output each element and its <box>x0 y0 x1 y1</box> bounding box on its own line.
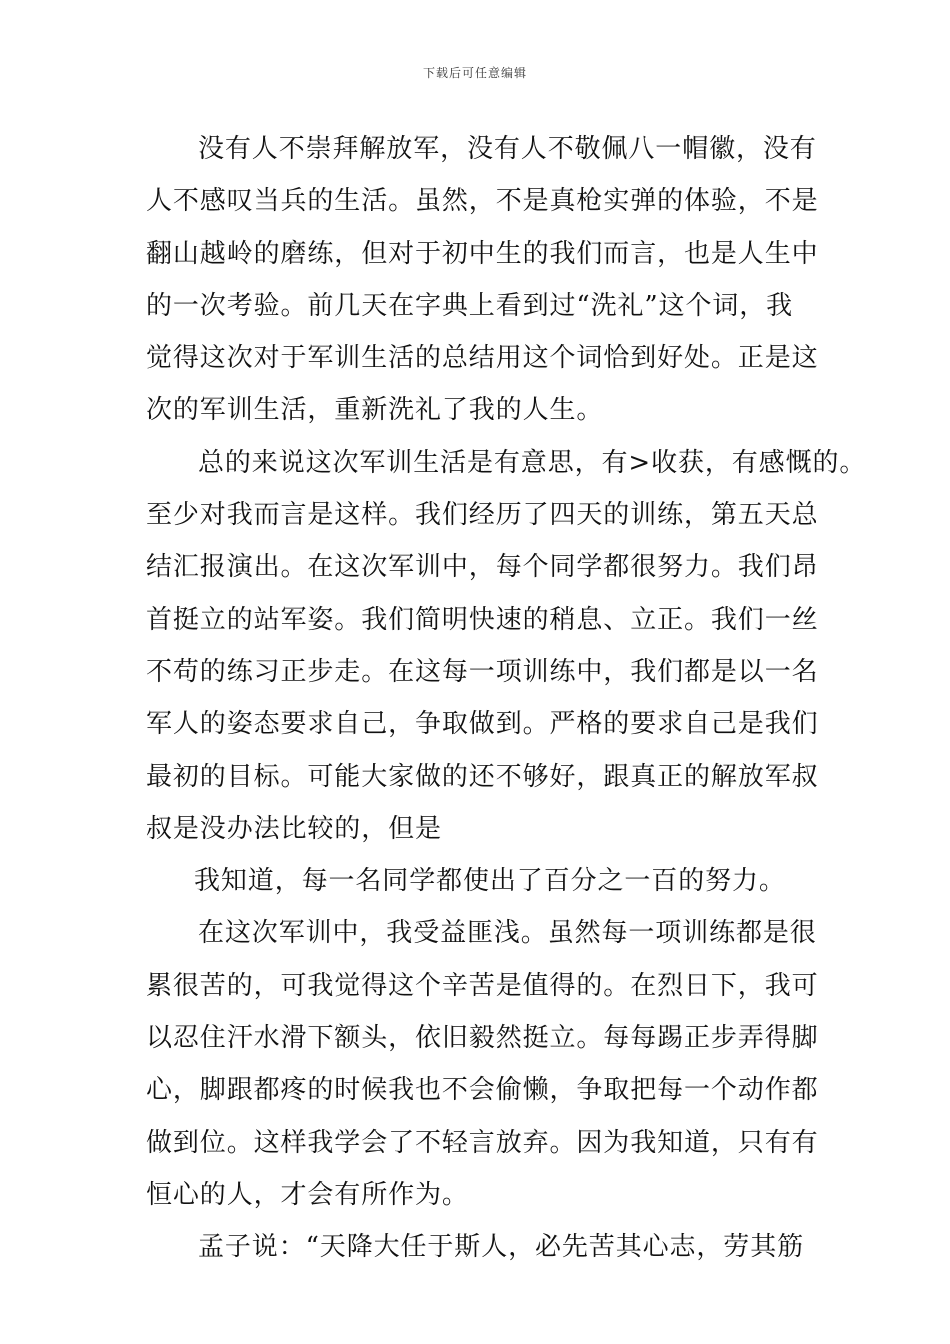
text-line: 翻山越岭的磨练，但对于初中生的我们而言，也是人生中 <box>146 238 819 269</box>
text-line: 以忍住汗水滑下额头，依旧毅然挺立。每每踢正步弄得脚 <box>146 1023 819 1054</box>
text-line: 人不感叹当兵的生活。虽然，不是真枪实弹的体验，不是 <box>146 186 819 217</box>
page-header: 下载后可任意编辑 <box>422 66 527 80</box>
document-body <box>146 123 867 1274</box>
text-line: 孟子说：“天降大任于斯人，必先苦其心志，劳其筋 <box>198 1232 804 1263</box>
text-line: 恒心的人，才会有所作为。 <box>146 1179 469 1210</box>
text-line: 的一次考验。前几天在字典上看到过“洗礼”这个词，我 <box>146 290 794 321</box>
text-line: 觉得这次对于军训生活的总结用这个词恰到好处。正是这 <box>146 343 819 374</box>
text-line: 至少对我而言是这样。我们经历了四天的训练，第五天总 <box>146 500 819 531</box>
text-line: 次的军训生活，重新洗礼了我的人生。 <box>146 395 604 426</box>
text-line: 累很苦的，可我觉得这个辛苦是值得的。在烈日下，我可 <box>146 970 819 1001</box>
text-line: 在这次军训中，我受益匪浅。虽然每一项训练都是很 <box>198 918 817 949</box>
text-line: 首挺立的站军姿。我们简明快速的稍息、立正。我们一丝 <box>146 604 819 635</box>
text-line: 军人的姿态要求自己，争取做到。严格的要求自己是我们 <box>146 709 819 740</box>
text-line: 总的来说这次军训生活是有意思，有>收获，有感慨的。 <box>198 447 867 478</box>
text-line: 心，脚跟都疼的时候我也不会偷懒，争取把每一个动作都 <box>146 1075 819 1106</box>
text-line: 叔是没办法比较的，但是 <box>146 813 442 844</box>
text-line: 不苟的练习正步走。在这每一项训练中，我们都是以一名 <box>146 656 819 687</box>
text-line: 没有人不崇拜解放军，没有人不敬佩八一帽徽，没有 <box>198 134 817 164</box>
text-line: 做到位。这样我学会了不轻言放弃。因为我知道，只有有 <box>146 1127 819 1158</box>
text-line: 结汇报演出。在这次军训中，每个同学都很努力。我们昂 <box>146 552 819 583</box>
text-line: 我知道，每一名同学都使出了百分之一百的努力。 <box>194 866 786 897</box>
text-line: 最初的目标。可能大家做的还不够好，跟真正的解放军叔 <box>146 761 819 792</box>
